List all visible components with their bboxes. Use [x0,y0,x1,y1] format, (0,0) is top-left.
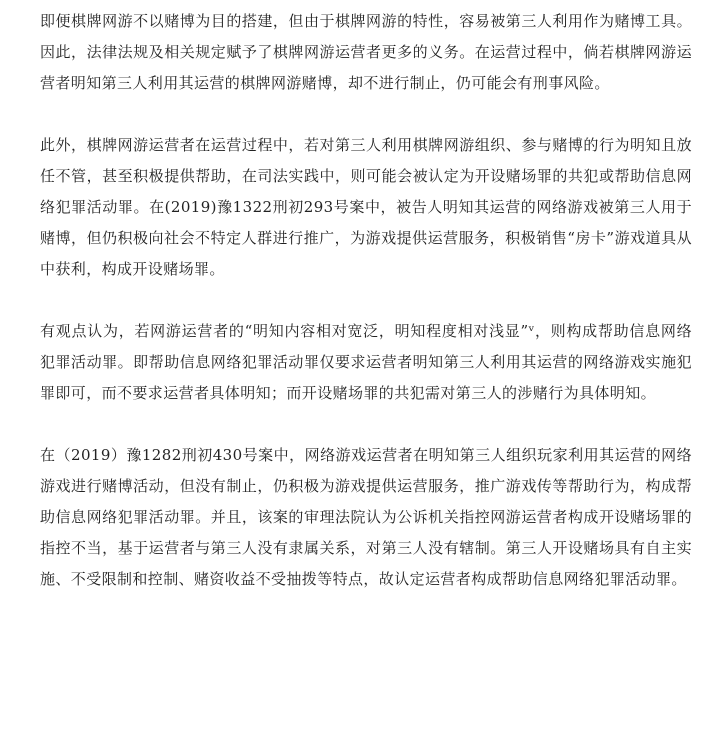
paragraph-3: 有观点认为，若网游运营者的“明知内容相对宽泛，明知程度相对浅显”ᵛ，则构成帮助信息网络犯罪活动罪。即帮助信息网络犯罪活动罪仅要求运营者明知第三人利用其运营的网络游戏实施犯罪即可，而不要求运营者具体明知；而开设赌场罪的共犯需对第三人的涉赌行为具体明知。 [40,322,692,402]
paragraph-1: 即便棋牌网游不以赌博为目的搭建，但由于棋牌网游的特性，容易被第三人利用作为赌博工具。因此，法律法规及相关规定赋予了棋牌网游运营者更多的义务。在运营过程中，倘若棋牌网游运营者明知第三人利用其运营的棋牌网游赌博，却不进行制止，仍可能会有刑事风险。 [40,12,692,92]
document-body [40,6,692,595]
paragraph-2: 此外，棋牌网游运营者在运营过程中，若对第三人利用棋牌网游组织、参与赌博的行为明知且放任不管，甚至积极提供帮助，在司法实践中，则可能会被认定为开设赌场罪的共犯或帮助信息网络犯罪活动罪。在(2019)豫1322刑初293号案中，被告人明知其运营的网络游戏被第三人用于赌博，但仍积极向社会不特定人群进行推广，为游戏提供运营服务，积极销售“房卡”游戏道具从中获利，构成开设赌场罪。 [40,136,692,278]
paragraph-4: 在（2019）豫1282刑初430号案中，网络游戏运营者在明知第三人组织玩家利用其运营的网络游戏进行赌博活动，但没有制止，仍积极为游戏提供运营服务，推广游戏传等帮助行为，构成帮助信息网络犯罪活动罪。并且，该案的审理法院认为公诉机关指控网游运营者构成开设赌场罪的指控不当，基于运营者与第三人没有隶属关系，对第三人没有辖制。第三人开设赌场具有自主实施、不受限制和控制、赌资收益不受抽拨等特点，故认定运营者构成帮助信息网络犯罪活动罪。 [40,446,692,588]
